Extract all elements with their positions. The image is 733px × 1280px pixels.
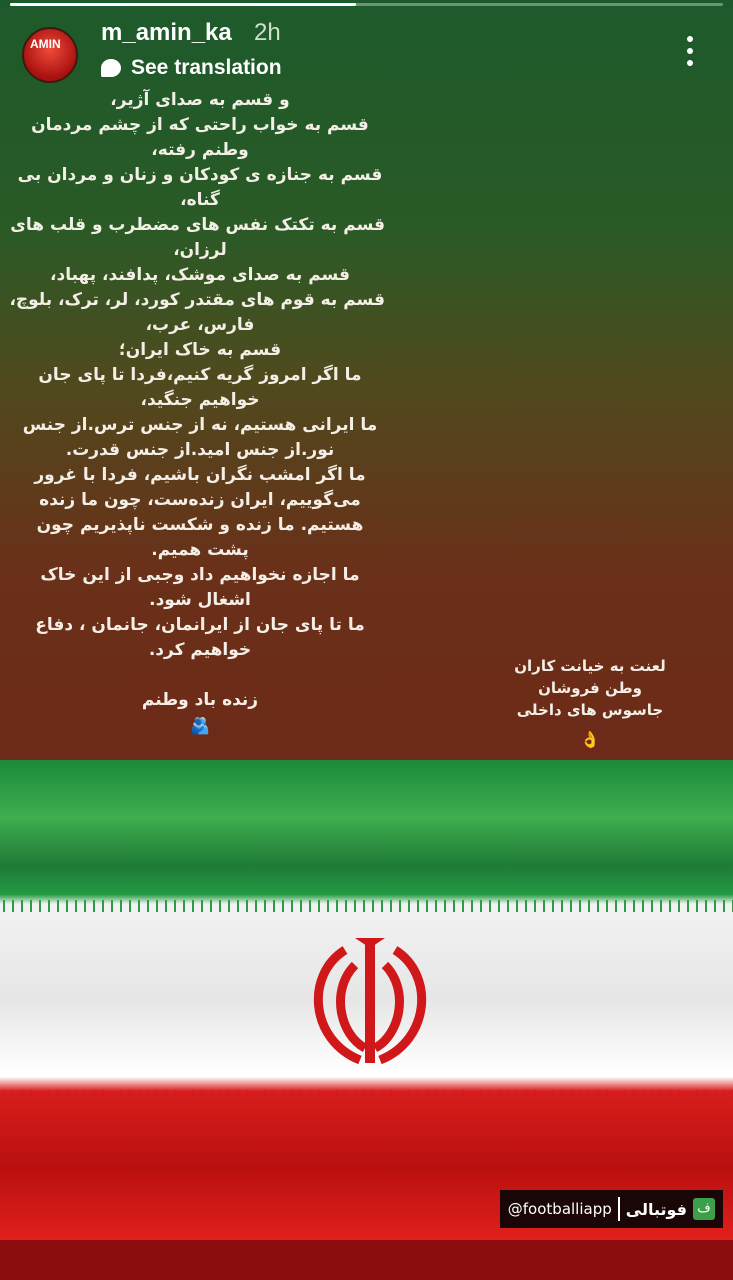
poem-line: نور.از جنس امید.از جنس قدرت. <box>65 440 335 460</box>
poem-line: ما تا پای جان از ایرانمان، جانمان ، دفاع <box>35 615 365 635</box>
post-time: 2h <box>254 19 281 46</box>
poem-line: اشغال شود. <box>149 590 251 610</box>
poem-line: هستیم. ما زنده و شکست ناپذیریم چون <box>36 515 364 535</box>
poem-line: ما اگر امشب نگران باشیم، فردا با غرور <box>34 465 366 485</box>
poem-line: لرزان، <box>173 240 227 260</box>
side-line: لعنت به خیانت کاران <box>514 657 666 675</box>
poem-line: خواهیم جنگید، <box>140 390 260 410</box>
poem-line: و قسم به صدای آژیر، <box>110 90 290 110</box>
side-line: جاسوس های داخلی <box>516 701 664 719</box>
see-translation-label: See translation <box>131 56 282 79</box>
ok-hand-emoji-icon: 👌 <box>580 730 600 749</box>
poem-line: قسم به قوم های مقتدر کورد، لر، ترک، بلوچ، <box>9 290 385 310</box>
side-text <box>490 655 690 751</box>
username[interactable]: m_amin_ka <box>101 19 232 46</box>
poem-line: ما اجازه نخواهیم داد وجبی از این خاک <box>40 565 360 585</box>
poem-line: گناه، <box>180 190 220 210</box>
poem-line <box>15 663 385 688</box>
translate-bubble-icon <box>101 59 121 77</box>
poem-line: قسم به خاک ایران؛ <box>118 340 282 360</box>
see-translation-button[interactable] <box>101 56 282 80</box>
poem-line: خواهیم کرد. <box>148 640 252 660</box>
watermark <box>500 1190 723 1228</box>
poem-line: قسم به تکتک نفس های مضطرب و قلب های <box>10 215 385 235</box>
flag-emblem-icon <box>305 930 435 1070</box>
poem-line: قسم به خواب راحتی که از چشم مردمان <box>31 115 369 135</box>
poem-line: وطنم رفته، <box>151 140 249 160</box>
poem-line: فارس، عرب، <box>145 315 255 335</box>
side-line: وطن فروشان <box>538 679 642 697</box>
bottom-bar <box>0 1240 733 1280</box>
poem-line: ما ایرانی هستیم، نه از جنس ترس.از جنس <box>22 415 378 435</box>
flag-kufic-stripe-bottom <box>0 1090 733 1102</box>
poem-line: ما اگر امروز گریه کنیم،فردا تا پای جان <box>38 365 362 385</box>
poem-line: پشت همیم. <box>151 540 249 560</box>
poem-line: قسم به جنازه ی کودکان و زنان و مردان بی <box>17 165 383 185</box>
footballi-logo-icon: ف <box>693 1198 715 1220</box>
poem-line: می‌گوییم، ایران زنده‌ست، چون ما زنده <box>39 490 361 510</box>
poem-line: زنده باد وطنم <box>141 690 259 710</box>
flag-kufic-stripe-top <box>0 900 733 912</box>
watermark-handle: @footballiapp <box>507 1200 612 1218</box>
avatar[interactable] <box>22 27 78 83</box>
progress-fill <box>10 3 356 6</box>
avatar-text: AMIN <box>30 37 61 51</box>
poem-text <box>9 88 385 737</box>
hug-emoji-icon: 🫂 <box>190 716 210 735</box>
poem-line: قسم به صدای موشک، پدافند، پهباد، <box>50 265 350 285</box>
more-options-icon[interactable] <box>683 36 697 66</box>
watermark-divider <box>618 1197 620 1221</box>
watermark-brand: فوتبالی <box>625 1199 687 1219</box>
story-progress-bar <box>10 3 723 6</box>
